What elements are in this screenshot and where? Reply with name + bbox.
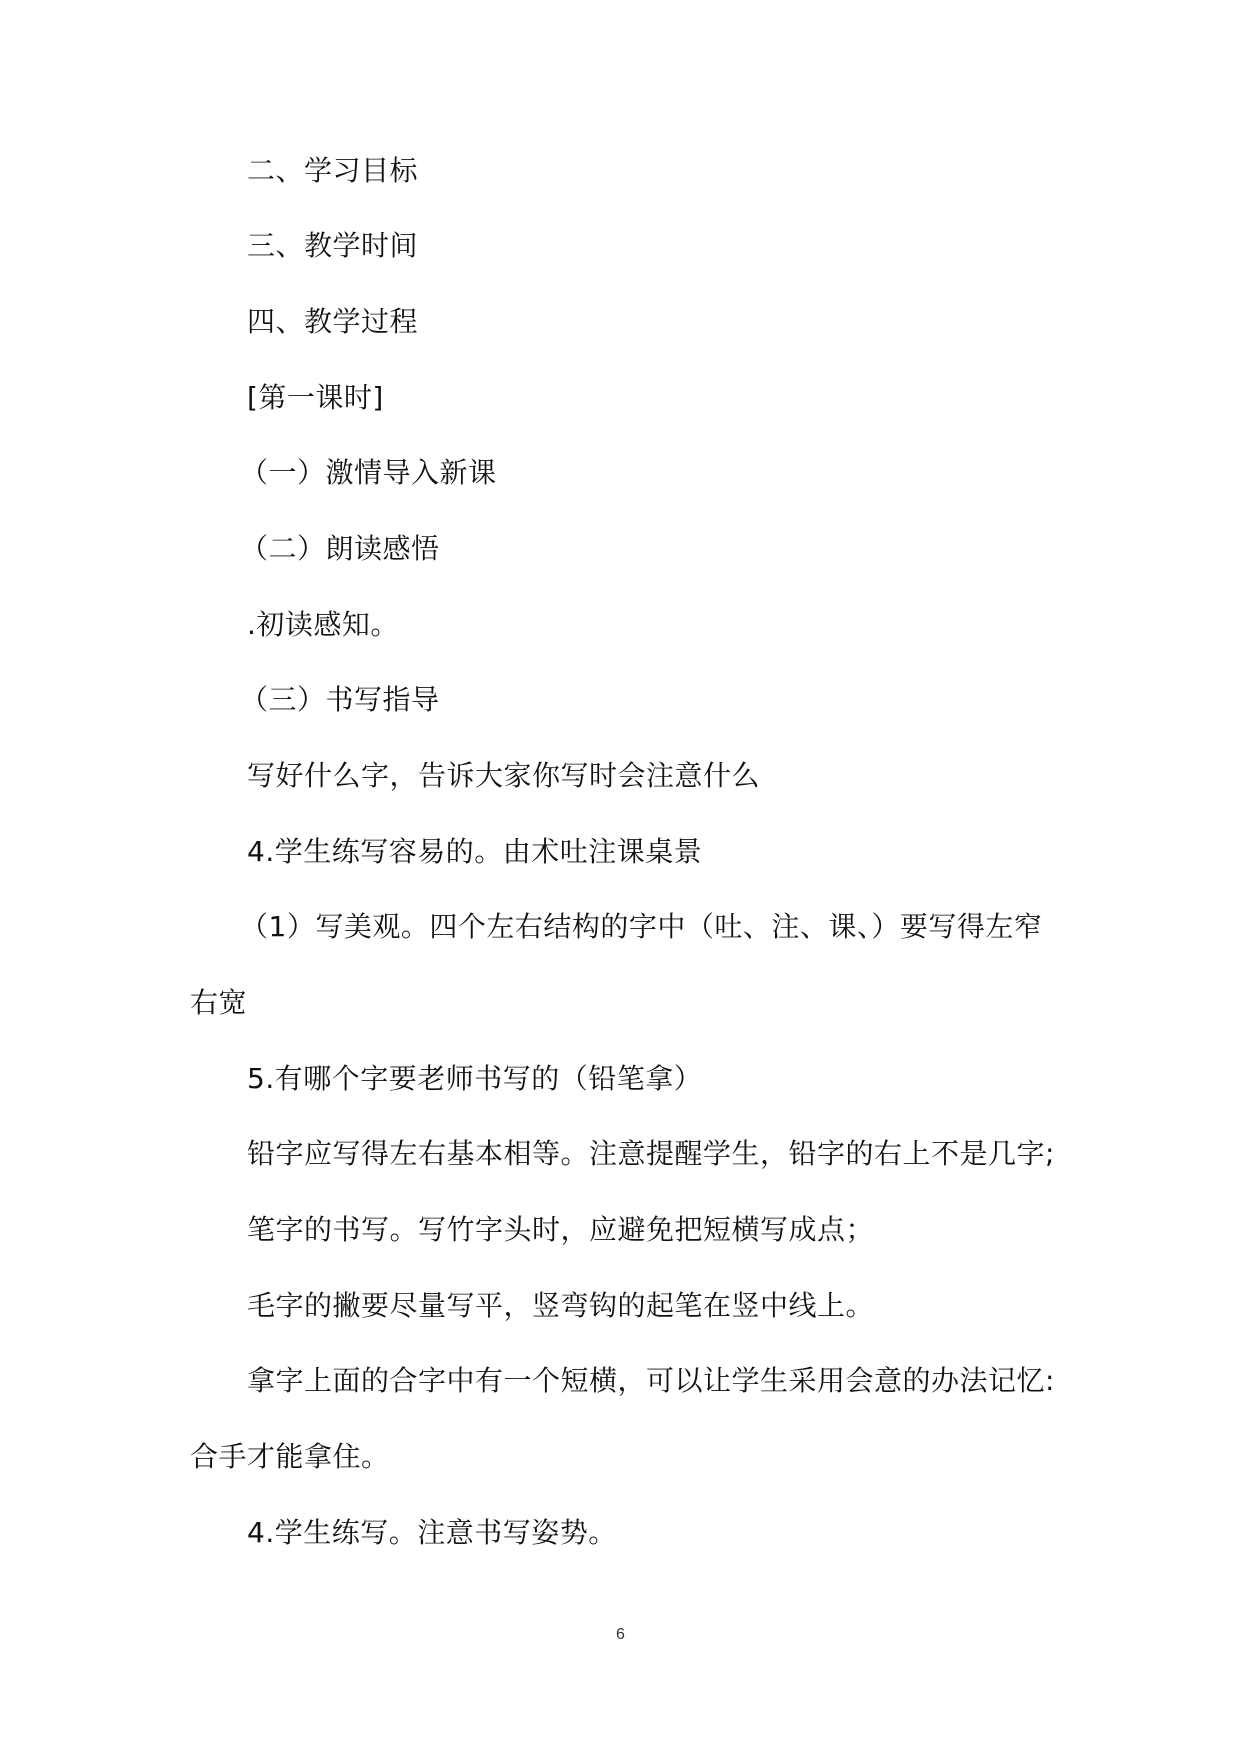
paragraph-mao-character: 毛字的撇要尽量写平，竖弯钩的起笔在竖中线上。 <box>247 1289 875 1322</box>
section-one-heading: （一）激情导入新课 <box>240 456 497 489</box>
paragraph-first-reading: .初读感知。 <box>247 608 399 641</box>
heading-teaching-time: 三、教学时间 <box>247 229 419 262</box>
paragraph-bi-character: 笔字的书写。写竹字头时，应避免把短横写成点； <box>247 1213 875 1246</box>
paragraph-student-practice: 4.学生练写容易的。由术吐注课桌景 <box>247 835 703 868</box>
section-two-heading: （二）朗读感悟 <box>240 532 440 565</box>
paragraph-na-character: 拿字上面的合字中有一个短横，可以让学生采用会意的办法记忆: <box>247 1364 1055 1397</box>
paragraph-teacher-writing: 5.有哪个字要老师书写的（铅笔拿） <box>247 1062 703 1095</box>
paragraph-writing-question: 写好什么字，告诉大家你写时会注意什么 <box>247 759 761 792</box>
paragraph-writing-posture: 4.学生练写。注意书写姿势。 <box>247 1516 617 1549</box>
section-three-heading: （三）书写指导 <box>240 683 440 716</box>
paragraph-qian-character: 铅字应写得左右基本相等。注意提醒学生，铅字的右上不是几字; <box>247 1137 1055 1170</box>
paragraph-aesthetic-writing-cont: 右宽 <box>190 986 248 1019</box>
page-number: 6 <box>616 1626 625 1643</box>
paragraph-aesthetic-writing: （1）写美观。四个左右结构的字中（吐、注、课、）要写得左窄 <box>240 910 1043 943</box>
heading-teaching-process: 四、教学过程 <box>247 305 419 338</box>
lesson-period-label: [第一课时] <box>247 381 384 414</box>
paragraph-na-character-cont: 合手才能拿住。 <box>190 1440 390 1473</box>
heading-learning-goals: 二、学习目标 <box>247 154 419 187</box>
